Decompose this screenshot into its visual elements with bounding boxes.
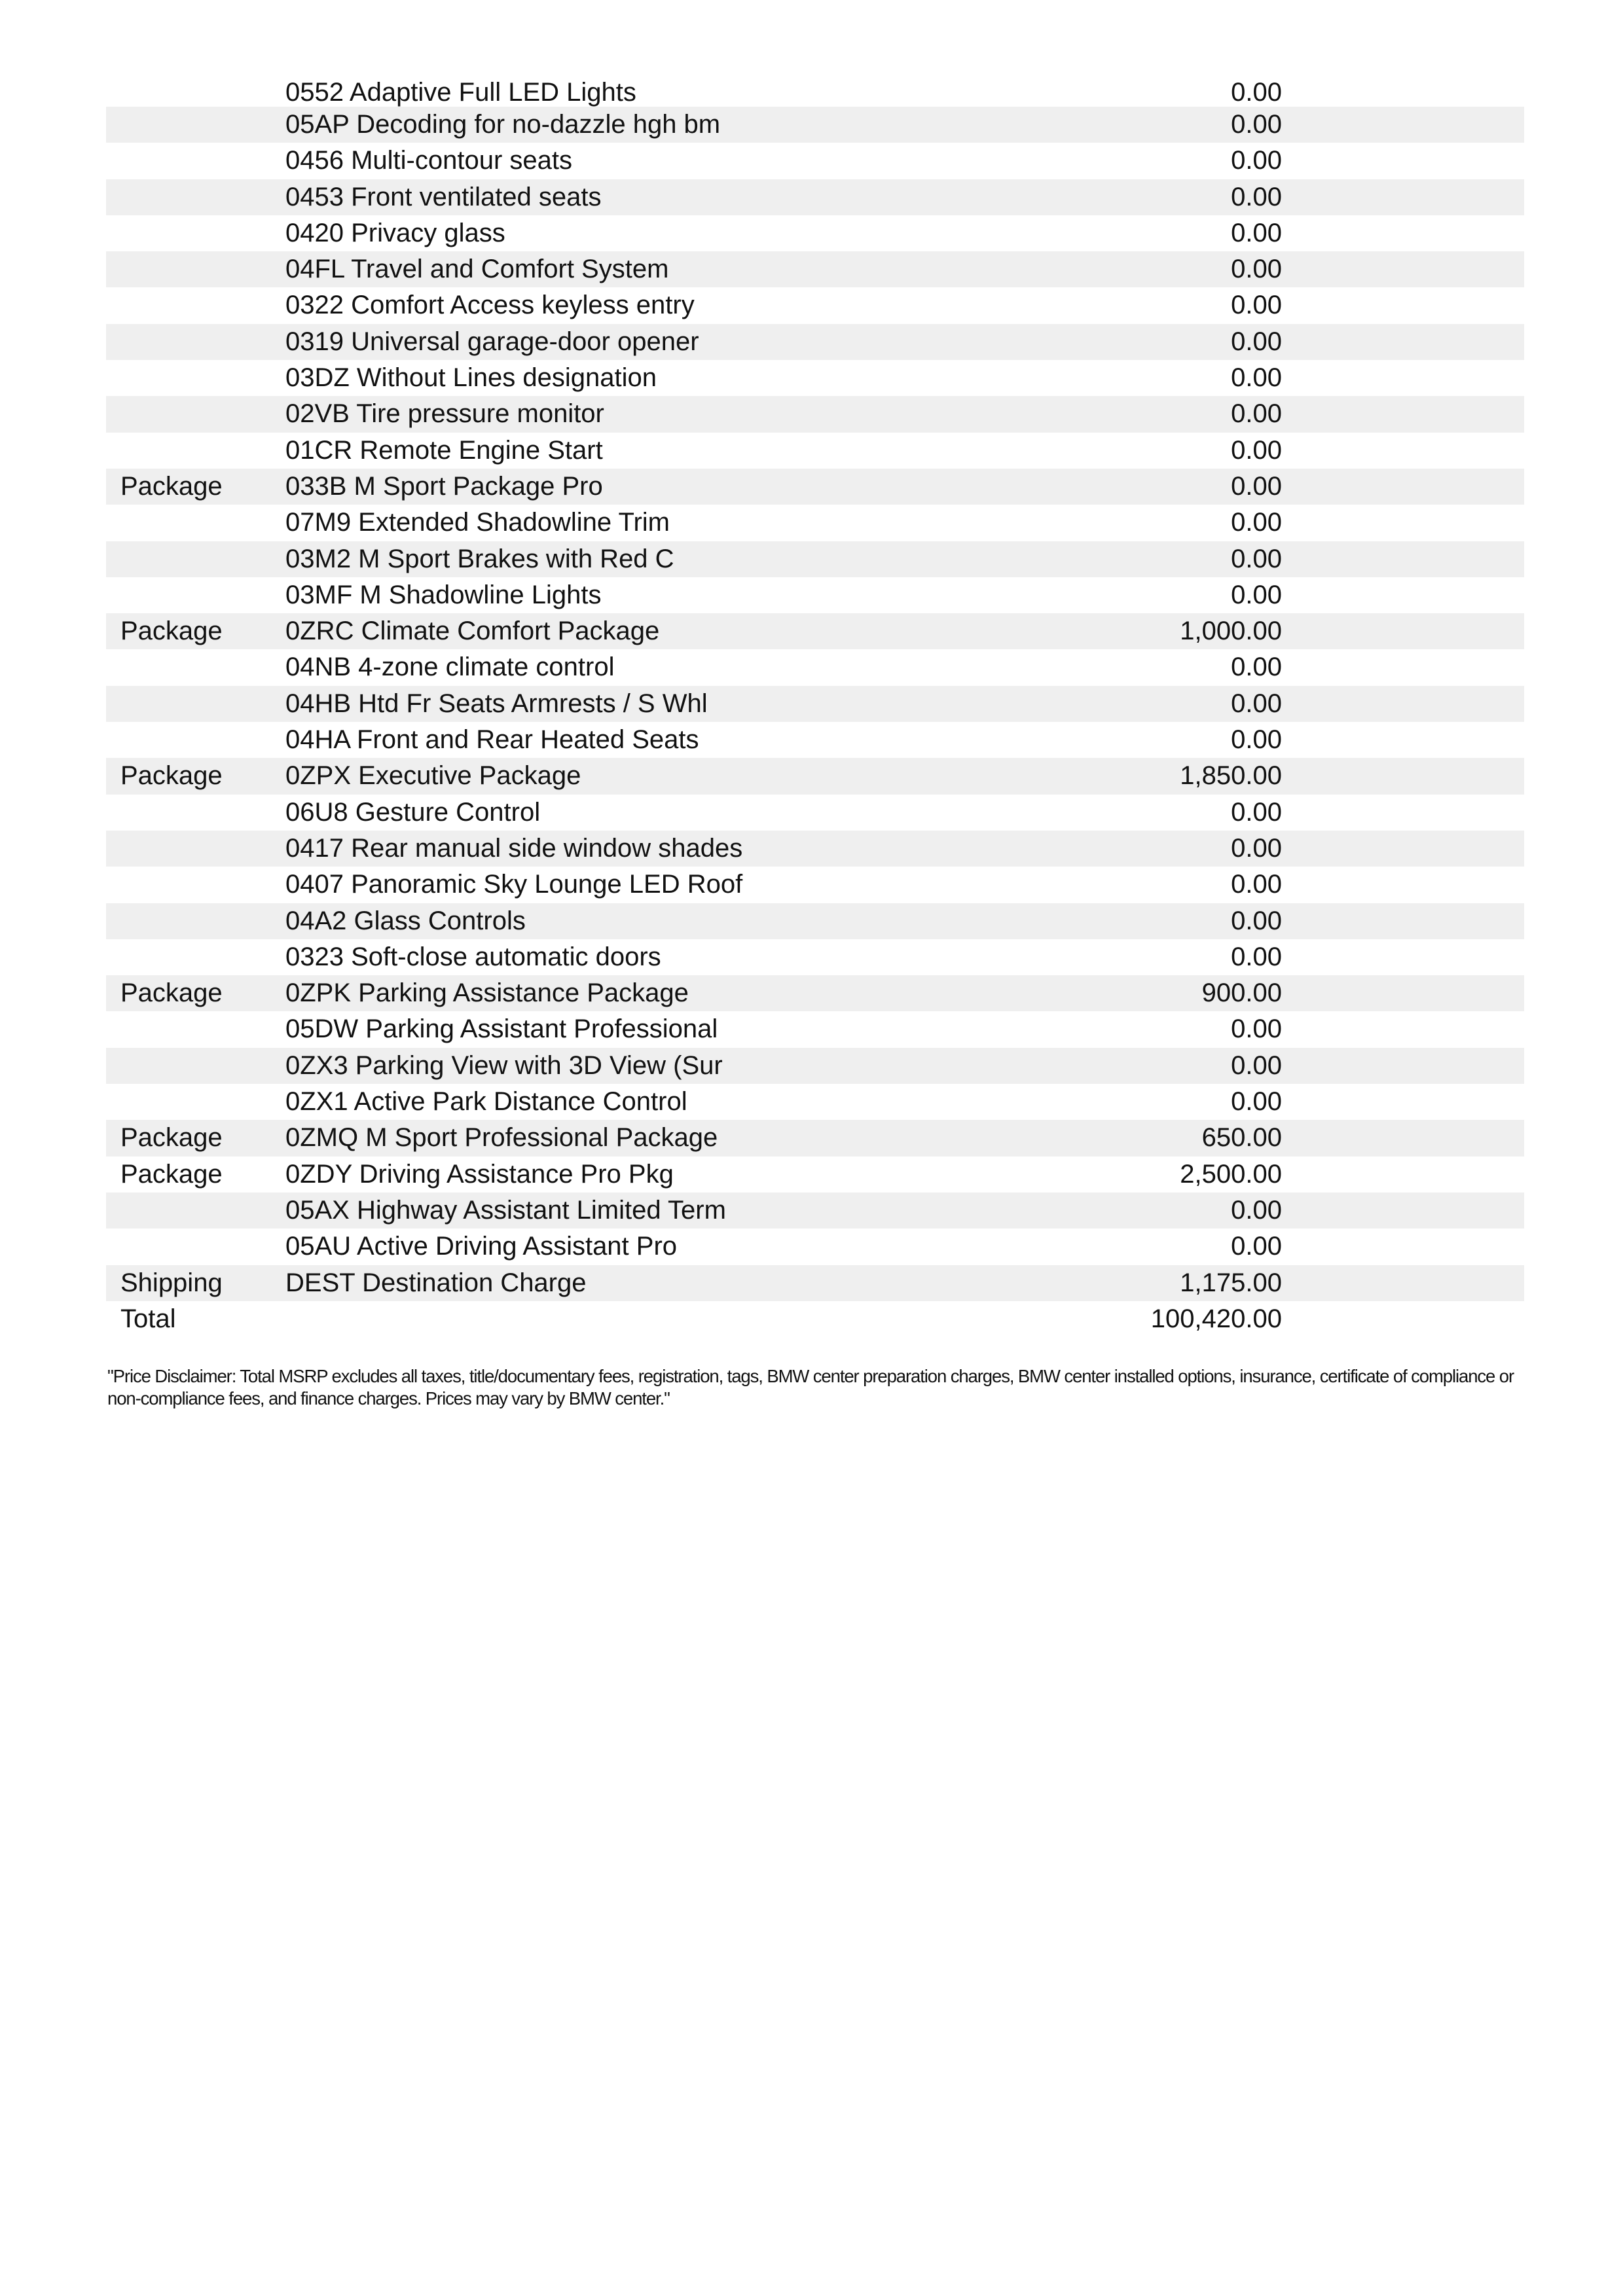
table-row	[106, 143, 1524, 179]
row-description: 0ZX1 Active Park Distance Control	[285, 1087, 687, 1117]
table-row	[106, 469, 1524, 505]
table-row	[106, 867, 1524, 903]
row-description: 0ZX3 Parking View with 3D View (Sur	[285, 1050, 723, 1080]
row-description: 0420 Privacy glass	[285, 218, 505, 247]
table-row	[106, 613, 1524, 649]
row-category: Shipping	[120, 1268, 223, 1297]
row-price: 0.00	[1231, 471, 1282, 501]
row-price: 1,850.00	[1180, 761, 1282, 791]
row-price: 0.00	[1231, 218, 1282, 247]
row-price: 900.00	[1201, 978, 1282, 1008]
table-row	[106, 649, 1524, 685]
row-category: Package	[120, 1123, 223, 1153]
table-row	[106, 505, 1524, 541]
row-price: 0.00	[1231, 146, 1282, 175]
table-row	[106, 107, 1524, 143]
options-price-table	[106, 78, 1524, 1337]
row-price: 0.00	[1231, 291, 1282, 320]
table-row	[106, 179, 1524, 215]
row-price: 0.00	[1231, 653, 1282, 682]
row-price: 0.00	[1231, 725, 1282, 755]
row-description: 07M9 Extended Shadowline Trim	[285, 508, 670, 537]
row-price: 0.00	[1231, 508, 1282, 537]
row-price: 0.00	[1231, 689, 1282, 718]
row-price: 100,420.00	[1150, 1304, 1282, 1333]
row-description: DEST Destination Charge	[285, 1268, 587, 1297]
row-description: 02VB Tire pressure monitor	[285, 399, 604, 429]
table-row	[106, 360, 1524, 396]
row-price: 0.00	[1231, 327, 1282, 356]
row-description: 0552 Adaptive Full LED Lights	[285, 78, 636, 107]
row-description: 05AU Active Driving Assistant Pro	[285, 1232, 678, 1261]
row-price: 0.00	[1231, 78, 1282, 107]
row-price: 0.00	[1231, 580, 1282, 609]
row-price: 0.00	[1231, 906, 1282, 935]
row-price: 0.00	[1231, 942, 1282, 971]
row-price: 0.00	[1231, 1087, 1282, 1117]
row-description: 0407 Panoramic Sky Lounge LED Roof	[285, 870, 743, 899]
row-description: 0456 Multi-contour seats	[285, 146, 573, 175]
row-price: 2,500.00	[1180, 1159, 1282, 1189]
row-price: 0.00	[1231, 1232, 1282, 1261]
row-category: Package	[120, 978, 223, 1008]
table-row	[106, 1011, 1524, 1047]
row-category: Package	[120, 761, 223, 791]
row-price: 1,000.00	[1180, 617, 1282, 646]
table-row	[106, 975, 1524, 1011]
row-description: 0323 Soft-close automatic doors	[285, 942, 661, 971]
row-price: 0.00	[1231, 435, 1282, 465]
table-row	[106, 541, 1524, 577]
row-category: Package	[120, 617, 223, 646]
row-category: Total	[120, 1304, 176, 1333]
row-description: 05AP Decoding for no-dazzle hgh bm	[285, 110, 721, 139]
table-row	[106, 1193, 1524, 1229]
row-price: 0.00	[1231, 833, 1282, 863]
row-description: 03DZ Without Lines designation	[285, 363, 657, 393]
row-price: 0.00	[1231, 182, 1282, 211]
row-price: 1,175.00	[1180, 1268, 1282, 1297]
row-description: 0ZMQ M Sport Professional Package	[285, 1123, 718, 1153]
row-description: 0ZRC Climate Comfort Package	[285, 617, 660, 646]
table-row	[106, 686, 1524, 722]
row-price: 0.00	[1231, 399, 1282, 429]
table-row	[106, 1048, 1524, 1084]
row-description: 0417 Rear manual side window shades	[285, 833, 743, 863]
table-row	[106, 1265, 1524, 1301]
row-price: 0.00	[1231, 870, 1282, 899]
row-price: 650.00	[1201, 1123, 1282, 1153]
row-description: 06U8 Gesture Control	[285, 797, 541, 827]
row-price: 0.00	[1231, 1014, 1282, 1044]
price-disclaimer: "Price Disclaimer: Total MSRP excludes all taxes, title/documentary fees, registration, tags, BMW center preparation charges, BMW center installed options, insurance, certificate of compliance or non-compliance fees, and finance charges. Prices may vary by BMW center."	[107, 1366, 1514, 1408]
row-price: 0.00	[1231, 797, 1282, 827]
row-category: Package	[120, 1159, 223, 1189]
table-row	[106, 215, 1524, 251]
row-description: 0ZPX Executive Package	[285, 761, 581, 791]
row-description: 04NB 4-zone climate control	[285, 653, 615, 682]
row-category: Package	[120, 471, 223, 501]
table-row	[106, 396, 1524, 432]
table-row	[106, 939, 1524, 975]
table-row	[106, 324, 1524, 360]
row-price: 0.00	[1231, 363, 1282, 393]
table-row	[106, 577, 1524, 613]
table-row	[106, 433, 1524, 469]
table-row	[106, 1157, 1524, 1193]
row-price: 0.00	[1231, 255, 1282, 284]
table-row	[106, 903, 1524, 939]
row-description: 0322 Comfort Access keyless entry	[285, 291, 695, 320]
row-description: 0ZPK Parking Assistance Package	[285, 978, 689, 1008]
row-description: 033B M Sport Package Pro	[285, 471, 603, 501]
table-row	[106, 1229, 1524, 1265]
row-description: 05DW Parking Assistant Professional	[285, 1014, 718, 1044]
table-row	[106, 795, 1524, 831]
row-description: 0ZDY Driving Assistance Pro Pkg	[285, 1159, 674, 1189]
row-description: 03MF M Shadowline Lights	[285, 580, 602, 609]
row-description: 04A2 Glass Controls	[285, 906, 526, 935]
table-row	[106, 287, 1524, 323]
row-description: 04FL Travel and Comfort System	[285, 255, 669, 284]
row-description: 0453 Front ventilated seats	[285, 182, 602, 211]
table-row	[106, 722, 1524, 758]
row-price: 0.00	[1231, 110, 1282, 139]
table-row	[106, 758, 1524, 794]
row-description: 05AX Highway Assistant Limited Term	[285, 1195, 726, 1225]
table-row	[106, 1120, 1524, 1156]
row-description: 03M2 M Sport Brakes with Red C	[285, 544, 674, 573]
row-description: 04HB Htd Fr Seats Armrests / S Whl	[285, 689, 708, 718]
row-description: 0319 Universal garage-door opener	[285, 327, 699, 356]
table-row	[106, 1301, 1524, 1337]
row-price: 0.00	[1231, 1050, 1282, 1080]
row-description: 01CR Remote Engine Start	[285, 435, 603, 465]
row-description: 04HA Front and Rear Heated Seats	[285, 725, 699, 755]
row-price: 0.00	[1231, 544, 1282, 573]
table-row	[106, 251, 1524, 287]
row-price: 0.00	[1231, 1195, 1282, 1225]
table-row	[106, 831, 1524, 867]
table-row	[106, 1084, 1524, 1120]
table-row	[106, 78, 1524, 107]
